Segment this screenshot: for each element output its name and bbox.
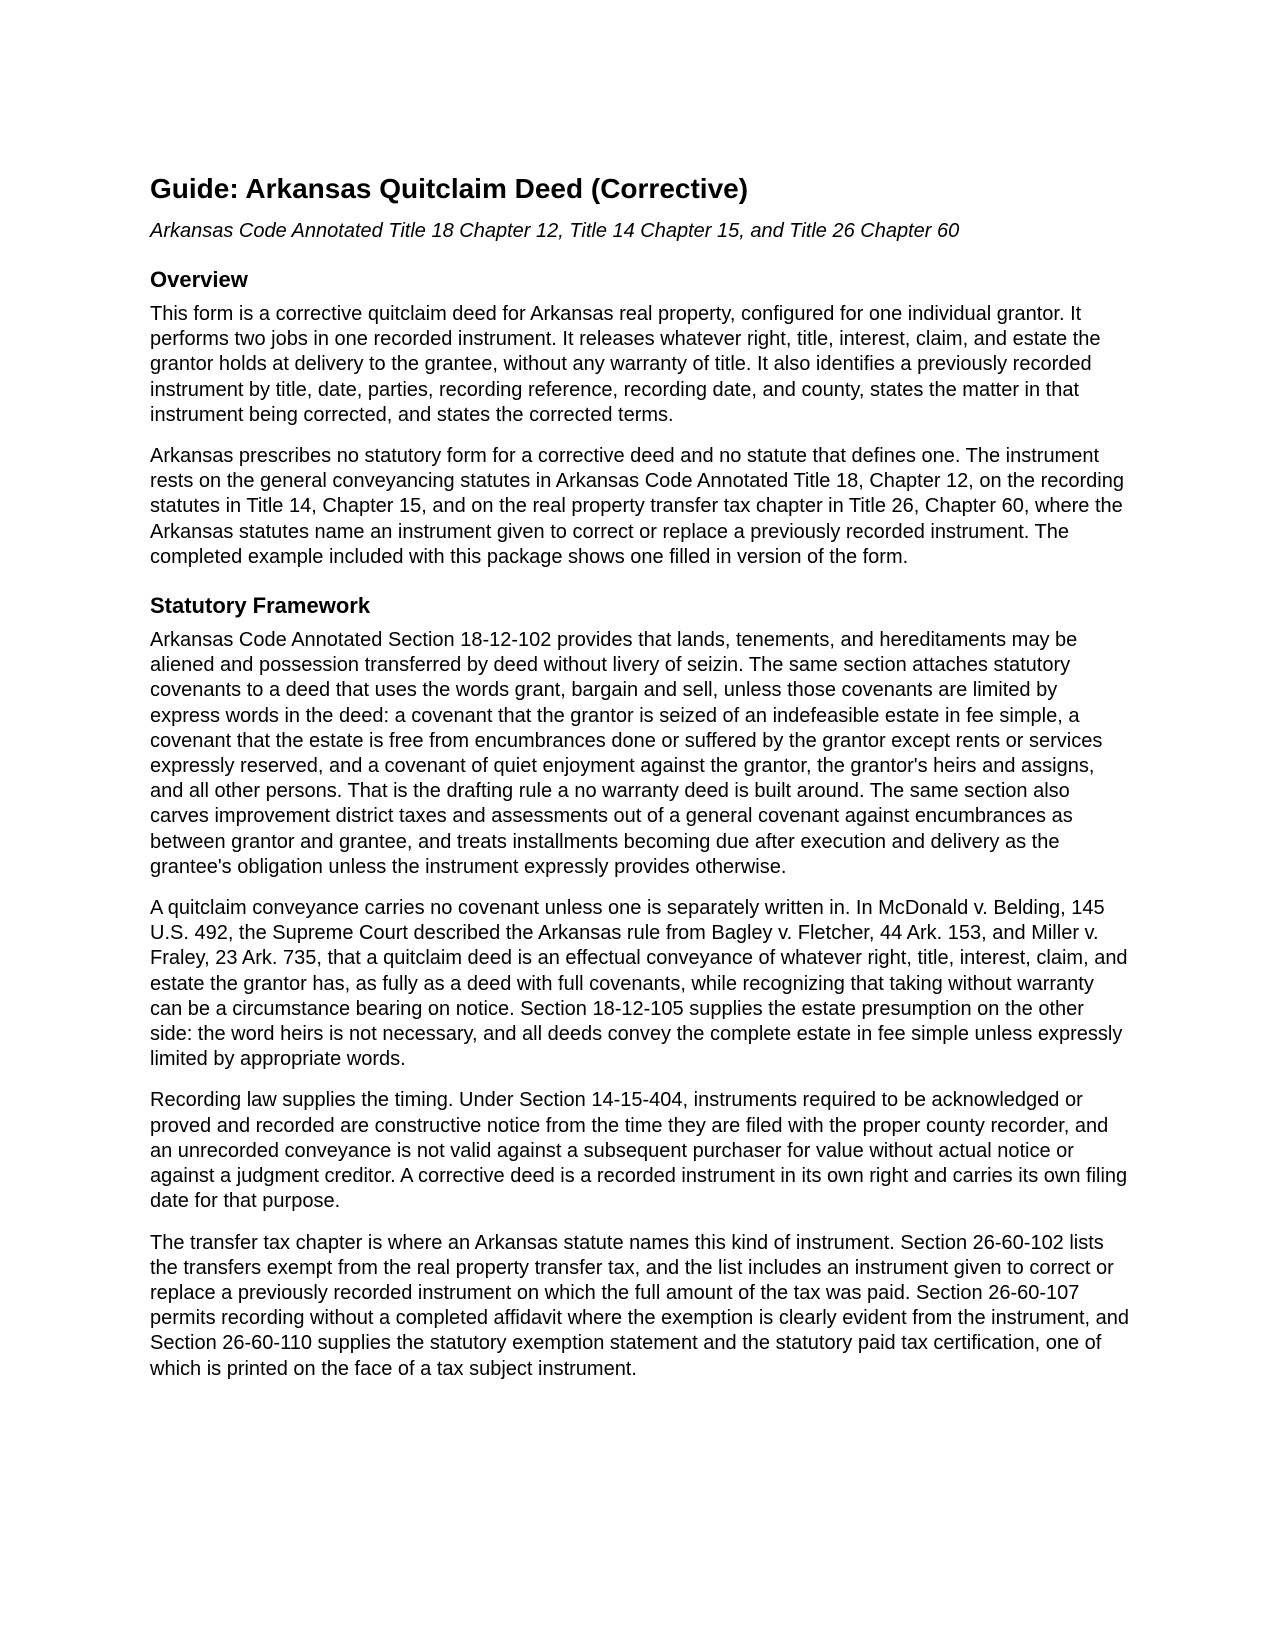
section-statutory-framework [150, 592, 1130, 1382]
document-title: Guide: Arkansas Quitclaim Deed (Corrective) [150, 173, 749, 204]
document-page [150, 172, 1130, 1398]
section-heading-statutory-framework: Statutory Framework [150, 593, 371, 619]
document-subtitle: Arkansas Code Annotated Title 18 Chapter 12, Title 14 Chapter 15, and Title 26 Chapter 60 [150, 220, 960, 242]
framework-paragraph-4: The transfer tax chapter is where an Arkansas statute names this kind of instrument. Section 26-60-102 lists the transfers exempt from the real property transfer tax, and the list includes an instrument given to correct or replace a previously recorded instrument on which the full amount of the tax was paid. Section 26-60-107 permits recording without a completed affidavit where the exemption is clearly evident from the instrument, and Section 26-60-110 supplies the statutory exemption statement and the statutory paid tax certification, one of which is printed on the face of a tax subject instrument. [150, 1231, 1130, 1380]
framework-paragraph-2: A quitclaim conveyance carries no covenant unless one is separately written in. In McDonald v. Belding, 145 U.S. 492, the Supreme Court described the Arkansas rule from Bagley v. Fletcher, 44 Ark. 153, and Miller v. Fraley, 23 Ark. 735, that a quitclaim deed is an effectual conveyance of whatever right, title, interest, claim, and estate the grantor has, as fully as a deed with full covenants, while recognizing that taking without warranty can be a circumstance bearing on notice. Section 18-12-105 supplies the estate presumption on the other side: the word heirs is not necessary, and all deeds convey the complete estate in fee simple unless expressly limited by appropriate words. [150, 897, 1128, 1071]
overview-paragraph-2: Arkansas prescribes no statutory form for a corrective deed and no statute that defines one. The instrument rests on the general conveyancing statutes in Arkansas Code Annotated Title 18, Chapter 12, on the recording statutes in Title 14, Chapter 15, and on the real property transfer tax chapter in Title 26, Chapter 60, where the Arkansas statutes name an instrument given to correct or replace a previously recorded instrument. The completed example included with this package shows one filled in version of the form. [150, 445, 1124, 568]
section-heading-overview: Overview [150, 267, 248, 292]
section-overview [150, 266, 1130, 570]
framework-paragraph-3: Recording law supplies the timing. Under Section 14-15-404, instruments required to be acknowledged or proved and recorded are constructive notice from the time they are filed with the proper county recorder, and an unrecorded conveyance is not valid against a subsequent purchaser for value without actual notice or against a judgment creditor. A corrective deed is a recorded instrument in its own right and carries its own filing date for that purpose. [150, 1089, 1128, 1213]
overview-paragraph-1: This form is a corrective quitclaim deed for Arkansas real property, configured for one individual grantor. It performs two jobs in one recorded instrument. It releases whatever right, title, interest, claim, and estate the grantor holds at delivery to the grantee, without any warranty of title. It also identifies a previously recorded instrument by title, date, parties, recording reference, recording date, and county, states the matter in that instrument being corrected, and states the corrected terms. [150, 303, 1101, 426]
framework-paragraph-1: Arkansas Code Annotated Section 18-12-102 provides that lands, tenements, and hereditaments may be aliened and possession transferred by deed without livery of seizin. The same section attaches statutory covenants to a deed that uses the words grant, bargain and sell, unless those covenants are limited by express words in the deed: a covenant that the grantor is seized of an indefeasible estate in fee simple, a covenant that the estate is free from encumbrances done or suffered by the grantor except rents or services expressly reserved, and a covenant of quiet enjoyment against the grantor, the grantor's heirs and assigns, and all other persons. That is the drafting rule a no warranty deed is built around. The same section also carves improvement district taxes and assessments out of a general covenant against encumbrances as between grantor and grantee, and treats installments becoming due after execution and delivery as the grantee's obligation unless the instrument expressly provides otherwise. [150, 629, 1103, 878]
